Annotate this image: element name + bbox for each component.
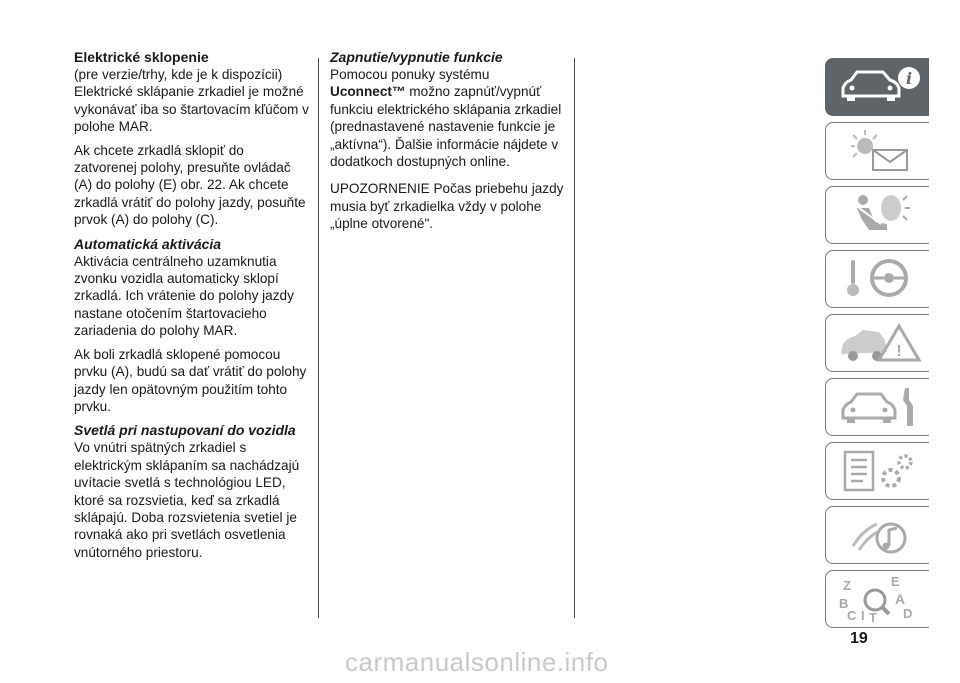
left-column bbox=[74, 48, 310, 567]
tab-multimedia[interactable] bbox=[825, 506, 929, 564]
subheading: Automatická aktivácia bbox=[74, 235, 222, 252]
tab-car-info[interactable] bbox=[825, 58, 929, 116]
paragraph: Ak boli zrkadlá sklopené pomocou prvku (A), budú sa dať vrátiť do polohy jazdy len opätovným použitím tohto prvku. bbox=[74, 346, 307, 414]
index-letter: B bbox=[838, 596, 848, 611]
tab-technical-data[interactable] bbox=[825, 442, 929, 500]
section-heading: Elektrické sklopenie bbox=[74, 49, 209, 65]
tab-index[interactable] bbox=[825, 570, 929, 628]
index-letter: C bbox=[846, 608, 856, 623]
column-divider bbox=[318, 58, 319, 618]
column-divider bbox=[574, 58, 575, 618]
car-accident-icon bbox=[833, 318, 923, 368]
tab-servicing[interactable] bbox=[825, 378, 929, 436]
warning-lights-icon bbox=[833, 126, 923, 176]
middle-column bbox=[330, 48, 566, 239]
tab-safety[interactable] bbox=[825, 186, 929, 244]
page-number: 19 bbox=[850, 630, 868, 647]
car-service-icon bbox=[833, 382, 923, 432]
chapter-tabs bbox=[825, 58, 929, 634]
specs-gears-icon bbox=[833, 446, 923, 496]
steering-wheel-icon bbox=[833, 254, 923, 304]
tab-starting-driving[interactable] bbox=[825, 250, 929, 308]
index-letter: T bbox=[868, 610, 877, 624]
index-letter: I bbox=[860, 608, 865, 623]
paragraph: Aktivácia centrálneho uzamknutia zvonku vozidla automaticky sklopí zrkadlá. Ich vrátenie do polohy jazdy nastane otočením štartovacieho zariadenia do polohy MAR. bbox=[74, 253, 294, 339]
warning-paragraph: UPOZORNENIE Počas priebehu jazdy musia byť zrkadielka vždy v polohe „úplne otvorené". bbox=[330, 181, 564, 232]
index-letters-icon bbox=[833, 574, 923, 624]
svg-text:!: ! bbox=[895, 343, 902, 360]
subheading: Svetlá pri nastupovaní do vozidla bbox=[74, 422, 296, 439]
paragraph: Ak chcete zrkadlá sklopiť do zatvorenej polohy, presuňte ovládač (A) do polohy (E) obr. 22. Ak chcete zrkadlá vrátiť do polohy jazdy, posuňte prvok (A) do polohy (C). bbox=[74, 142, 306, 228]
tab-warning-lights[interactable] bbox=[825, 122, 929, 180]
index-letter: A bbox=[894, 591, 905, 607]
airbag-passenger-icon bbox=[833, 190, 923, 240]
svg-text:i: i bbox=[905, 69, 912, 88]
brand-name: Uconnect™ bbox=[330, 84, 406, 100]
index-letter: Z bbox=[842, 578, 851, 593]
subheading: Zapnutie/vypnutie funkcie bbox=[330, 49, 503, 65]
paragraph: (pre verzie/trhy, kde je k dispozícii) Elektrické sklápanie zrkadiel je možné vykonávať iba so štartovacím kľúčom v polohe MAR. bbox=[74, 67, 309, 135]
paragraph: Vo vnútri spätných zrkadiel s elektrickým sklápaním sa nachádzajú uvítacie svetlá s technológiou LED, ktoré sa rozsvietia, keď sa zrkadlá sklápajú. Doba rozsvietenia svetiel je rovnaká ako pri svetlách osvetlenia vnútorného priestoru. bbox=[74, 440, 300, 560]
tab-emergency[interactable] bbox=[825, 314, 929, 372]
paragraph: Pomocou ponuky systému Uconnect™ možno zapnúť/vypnúť funkciu elektrického sklápania zrkadiel (prednastavené nastavenie funkcie je „aktívna“). Ďalšie informácie nájdete v dodatkoch dostupných online. bbox=[330, 67, 562, 170]
watermark: carmanualsonline.info bbox=[345, 647, 609, 677]
index-letter: D bbox=[902, 606, 912, 621]
multimedia-icon bbox=[833, 510, 923, 560]
index-letter: E bbox=[890, 574, 900, 589]
car-info-icon bbox=[833, 62, 923, 112]
